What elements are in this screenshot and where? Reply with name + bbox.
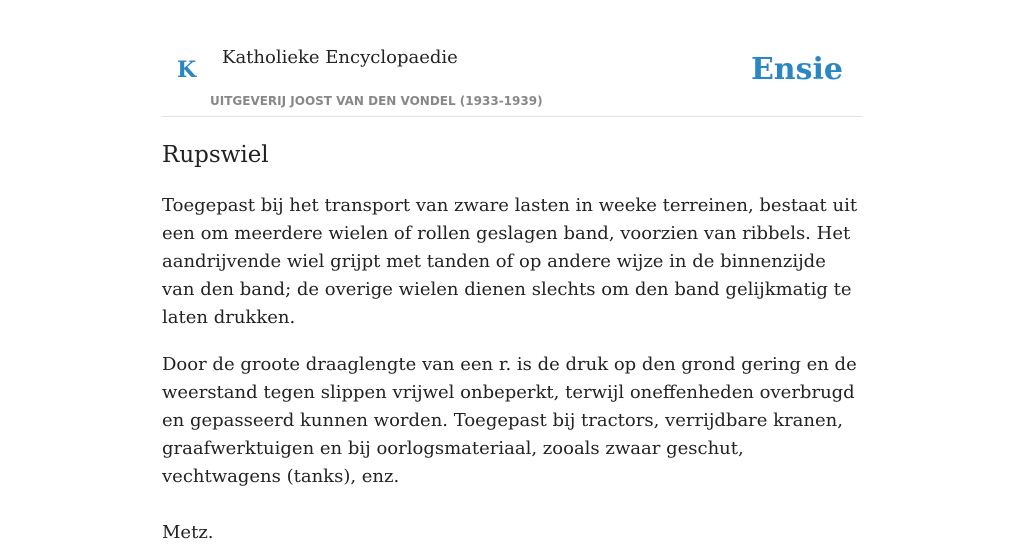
publisher-label: UITGEVERIJ JOOST VAN DEN VONDEL (1933-1939) xyxy=(210,94,543,108)
encyclopedia-title[interactable]: Katholieke Encyclopaedie xyxy=(222,47,458,68)
article-author: Metz. xyxy=(162,522,214,543)
encyclopedia-logo-icon[interactable]: K xyxy=(177,57,197,83)
article-paragraph: Toegepast bij het transport van zware lasten in weeke terreinen, bestaat uit een om meerdere wielen of rollen geslagen band, voorzien van ribbels. Het aandrijvende wiel grijpt met tanden of op andere wijze in de binnenzijde van den band; de overige wielen dienen slechts om den band gelijkmatig te laten drukken. xyxy=(162,195,858,328)
article-title: Rupswiel xyxy=(162,142,269,168)
site-header xyxy=(162,0,862,117)
article-paragraph: Door de groote draaglengte van een r. is de druk op den grond gering en de weerstand tegen slippen vrijwel onbeperkt, terwijl oneffenheden overbrugd en gepasseerd kunnen worden. Toegepast bij tractors, verrijdbare kranen, graafwerktuigen en bij oorlogsmateriaal, zooals zwaar geschut, vechtwagens (tanks), enz. xyxy=(162,354,857,487)
ensie-brand-logo[interactable]: Ensie xyxy=(750,52,843,87)
article xyxy=(162,138,862,547)
